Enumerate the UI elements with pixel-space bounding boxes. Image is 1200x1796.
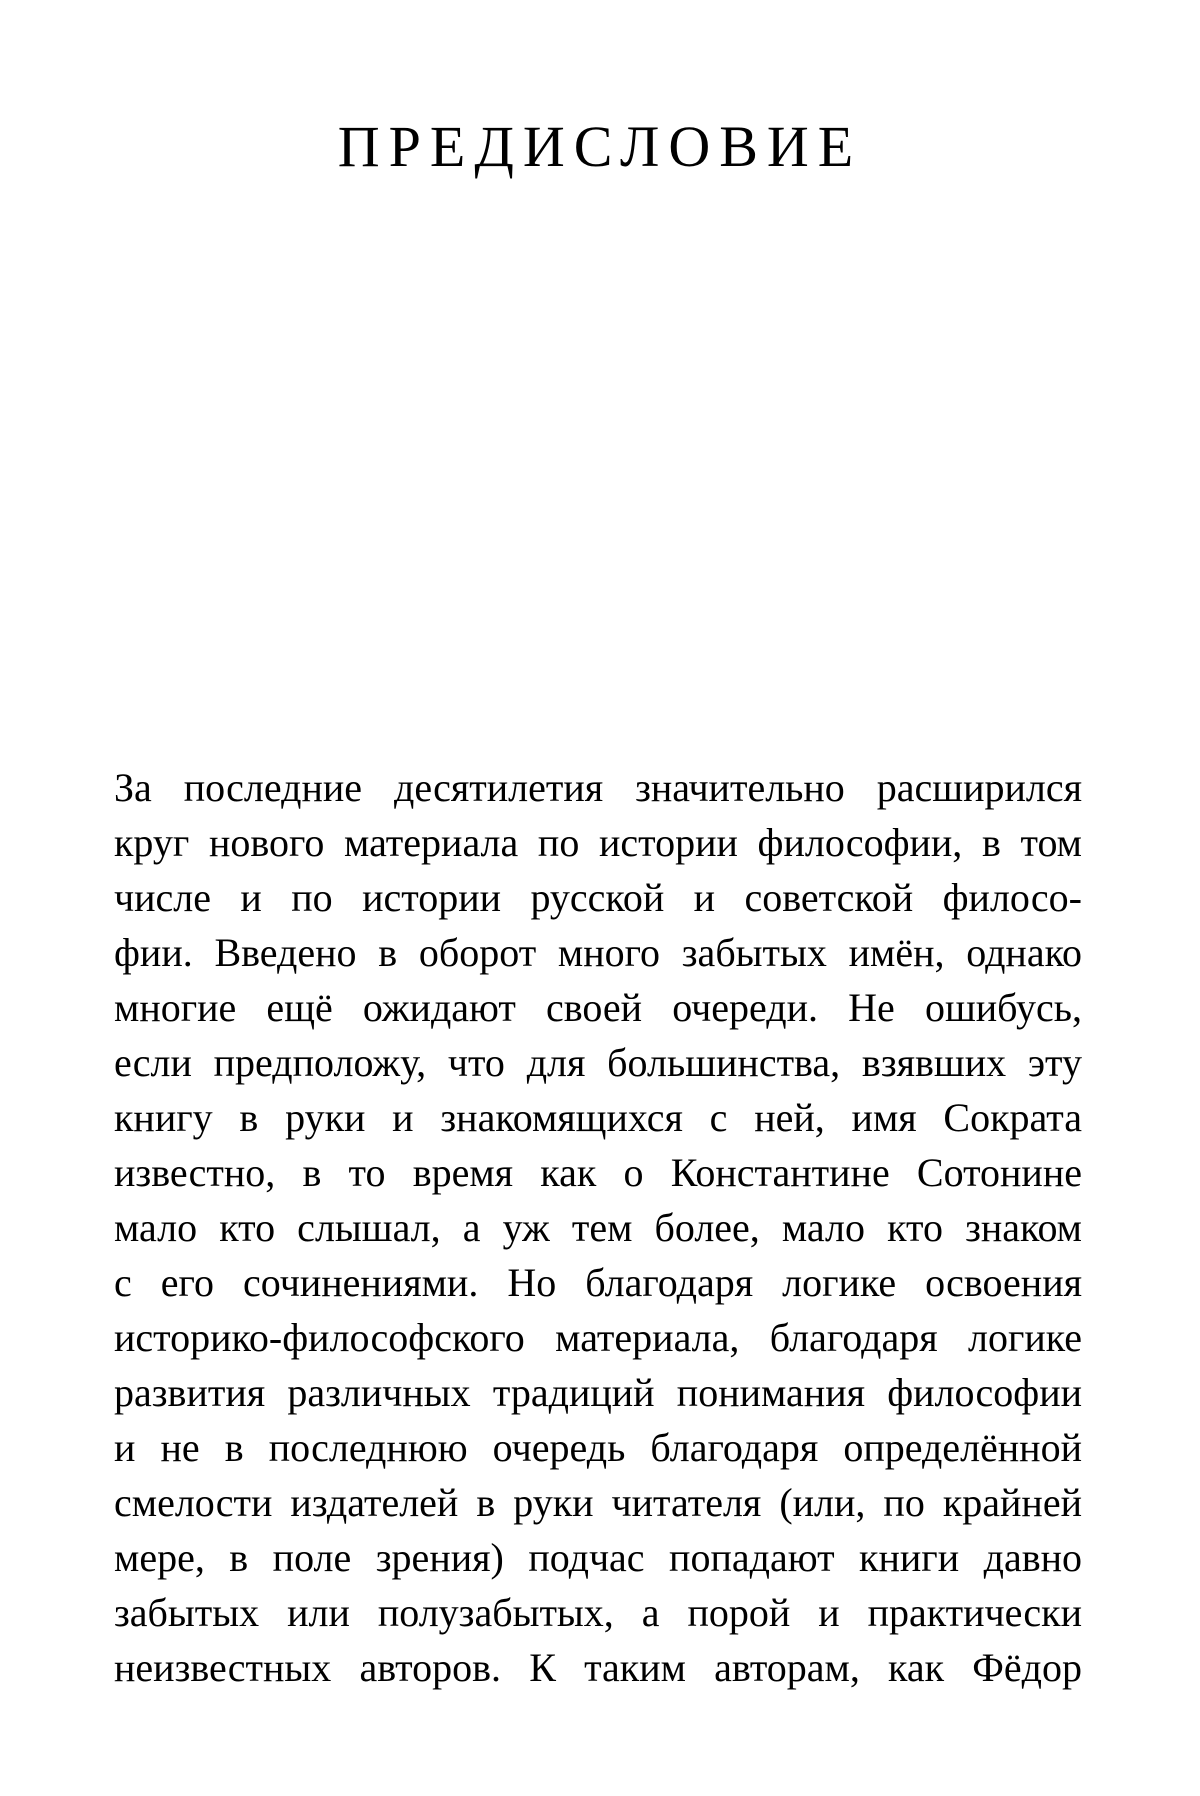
chapter-title: ПРЕДИСЛОВИЕ xyxy=(337,114,863,179)
text-line: забытых или полузабытых, а порой и практически xyxy=(114,1590,1082,1635)
text-line: историко-философского материала, благодаря логике xyxy=(114,1315,1082,1360)
text-line: с его сочинениями. Но благодаря логике освоения xyxy=(114,1260,1082,1305)
text-line: неизвестных авторов. К таким авторам, как Фёдор xyxy=(114,1645,1082,1690)
text-line: если предположу, что для большинства, взявших эту xyxy=(114,1040,1082,1085)
text-line: и не в последнюю очередь благодаря определённой xyxy=(114,1425,1082,1470)
body-paragraph xyxy=(114,760,1082,1695)
text-line: фии. Введено в оборот много забытых имён, однако xyxy=(114,930,1082,975)
text-line: За последние десятилетия значительно расширился xyxy=(114,765,1082,810)
text-line: известно, в то время как о Константине Сотонине xyxy=(114,1150,1082,1195)
text-line: мало кто слышал, а уж тем более, мало кто знаком xyxy=(114,1205,1082,1250)
text-line: развития различных традиций понимания философии xyxy=(114,1370,1082,1415)
text-line: круг нового материала по истории философии, в том xyxy=(114,820,1082,865)
text-line: многие ещё ожидают своей очереди. Не ошибусь, xyxy=(114,985,1082,1030)
text-line: числе и по истории русской и советской филосо- xyxy=(114,875,1082,920)
text-line: мере, в поле зрения) подчас попадают книги давно xyxy=(114,1535,1082,1580)
text-line: смелости издателей в руки читателя (или, по крайней xyxy=(114,1480,1082,1525)
text-line: книгу в руки и знакомящихся с ней, имя Сократа xyxy=(114,1095,1082,1140)
